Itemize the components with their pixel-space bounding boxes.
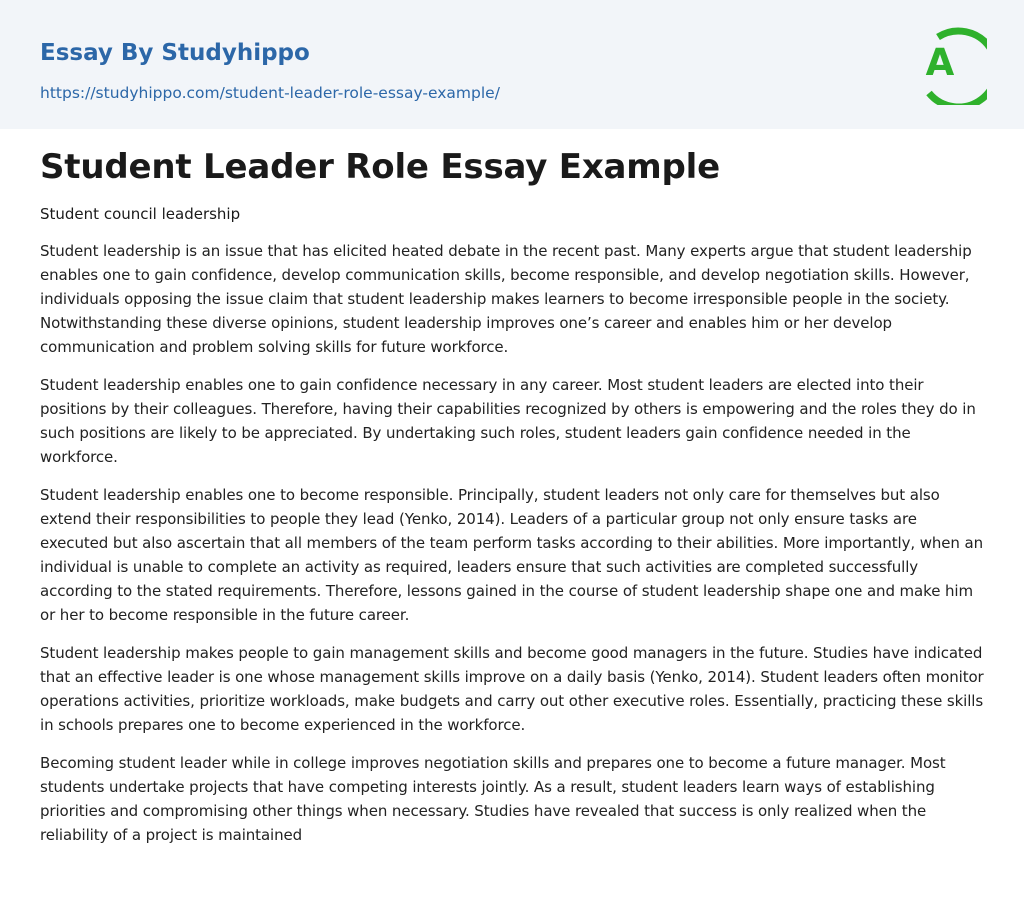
site-brand[interactable]: Essay By Studyhippo xyxy=(40,40,310,66)
article xyxy=(0,145,1024,847)
studyhippo-logo-icon[interactable] xyxy=(913,19,987,105)
paragraph-5: Becoming student leader while in college improves negotiation skills and prepares one to become a future manager. Most students undertake projects that have competing interests jointly. As a result, student leaders learn ways of establishing priorities and compromising other things when necessary. Studies have revealed that success is only realized when the reliability of a project is maintained xyxy=(40,754,946,844)
page-title: Student Leader Role Essay Example xyxy=(40,147,720,187)
paragraph-1: Student leadership is an issue that has elicited heated debate in the recent past. Many experts argue that student leadership enables one to gain confidence, develop communication skills, become responsible, and develop negotiation skills. However, individuals opposing the issue claim that student leadership makes learners to become irresponsible people in the society. Notwithstanding these diverse opinions, student leadership improves one’s career and enables him or her develop communication and problem solving skills for future workforce. xyxy=(40,242,972,356)
paragraph-2: Student leadership enables one to gain confidence necessary in any career. Most student leaders are elected into their positions by their colleagues. Therefore, having their capabilities recognized by others is empowering and the roles they do in such positions are likely to be appreciated. By undertaking such roles, student leaders gain confidence needed in the workforce. xyxy=(40,376,976,466)
paragraph-3: Student leadership enables one to become responsible. Principally, student leaders not only care for themselves but also extend their responsibilities to people they lead (Yenko, 2014). Leaders of a particular group not only ensure tasks are executed but also ascertain that all members of the team perform tasks according to their abilities. More importantly, when an individual is unable to complete an activity as required, leaders ensure that such activities are completed successfully according to the stated requirements. Therefore, lessons gained in the course of student leadership shape one and make him or her to become responsible in the future career. xyxy=(40,486,983,624)
logo-letter: A xyxy=(925,41,955,84)
page-url-link[interactable]: https://studyhippo.com/student-leader-role-essay-example/ xyxy=(40,84,500,102)
paragraph-4: Student leadership makes people to gain management skills and become good managers in the future. Studies have indicated that an effective leader is one whose management skills improve on a daily basis (Yenko, 2014). Student leaders often monitor operations activities, prioritize workloads, make budgets and carry out other executive roles. Essentially, practicing these skills in schools prepares one to become experienced in the workforce. xyxy=(40,644,984,734)
site-header xyxy=(0,0,1024,129)
article-subtitle: Student council leadership xyxy=(40,205,241,223)
